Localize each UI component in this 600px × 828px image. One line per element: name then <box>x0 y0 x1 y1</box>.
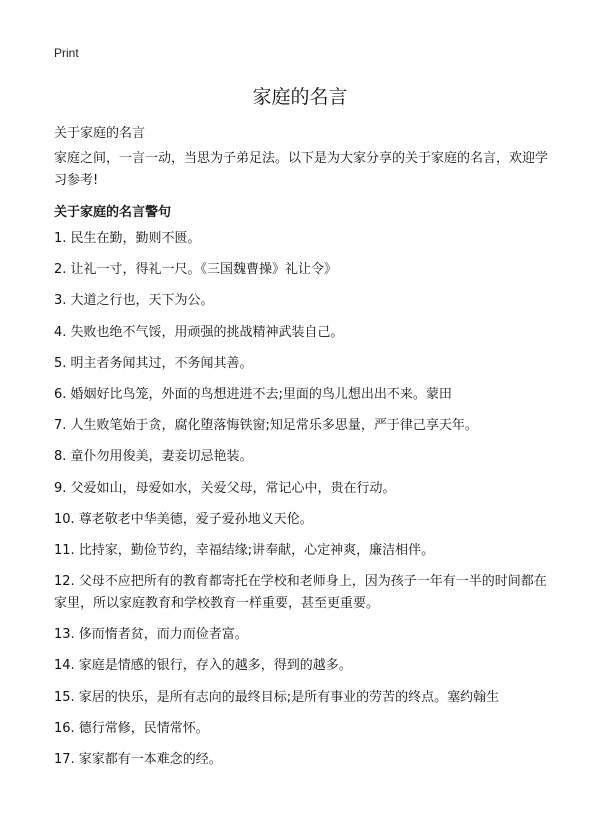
quote-item: 8. 童仆勿用俊美，妻妾切忌艳装。 <box>54 449 253 465</box>
document-subtitle: 关于家庭的名言 <box>54 126 146 141</box>
print-label: Print <box>54 46 79 60</box>
quote-item: 2. 让礼一寸，得礼一尺。《三国魏曹操》礼让令》 <box>54 262 338 278</box>
quote-item: 5. 明主者务闻其过，不务闻其善。 <box>54 355 253 371</box>
quote-item: 6. 婚姻好比鸟笼，外面的鸟想进进不去;里面的鸟儿想出出不来。蒙田 <box>54 386 452 402</box>
quote-list <box>54 228 554 780</box>
quote-item: 10. 尊老敬老中华美德，爱子爱孙地义天伦。 <box>54 511 313 527</box>
quote-item: 14. 家庭是情感的银行，存入的越多，得到的越多。 <box>54 658 352 674</box>
document-title: 家庭的名言 <box>252 86 348 108</box>
quote-item: 13. 侈而惰者贫，而力而俭者富。 <box>54 627 248 643</box>
quote-item: 12. 父母不应把所有的教育都寄托在学校和老师身上，因为孩子一年有一半的时间都在家里，所以家庭教育和学校教育一样重要，甚至更重要。 <box>54 574 547 612</box>
quote-item: 16. 德行常修，民情常怀。 <box>54 720 209 736</box>
quote-item: 9. 父爱如山，母爱如水，关爱父母，常记心中，贵在行动。 <box>54 480 396 496</box>
section-heading: 关于家庭的名言警句 <box>54 205 172 220</box>
intro-paragraph: 家庭之间，一言一动，当思为子弟足法。以下是为大家分享的关于家庭的名言，欢迎学习参考! <box>54 151 549 188</box>
quote-item: 4. 失败也绝不气馁，用顽强的挑战精神武装自己。 <box>54 324 344 340</box>
quote-item: 15. 家居的快乐，是所有志向的最终目标;是所有事业的劳苦的终点。塞约翰生 <box>54 689 500 705</box>
quote-item: 3. 大道之行也，天下为公。 <box>54 293 214 309</box>
quote-item: 7. 人生败笔始于贪，腐化堕落悔铁窗;知足常乐多思量，严于律己享天年。 <box>54 418 478 434</box>
quote-item: 17. 家家都有一本难念的经。 <box>54 752 222 767</box>
quote-item: 1. 民生在勤，勤则不匮。 <box>54 231 201 246</box>
quote-item: 11. 比持家，勤俭节约，幸福结缘;讲奉献，心定神爽，廉洁相伴。 <box>54 542 435 558</box>
